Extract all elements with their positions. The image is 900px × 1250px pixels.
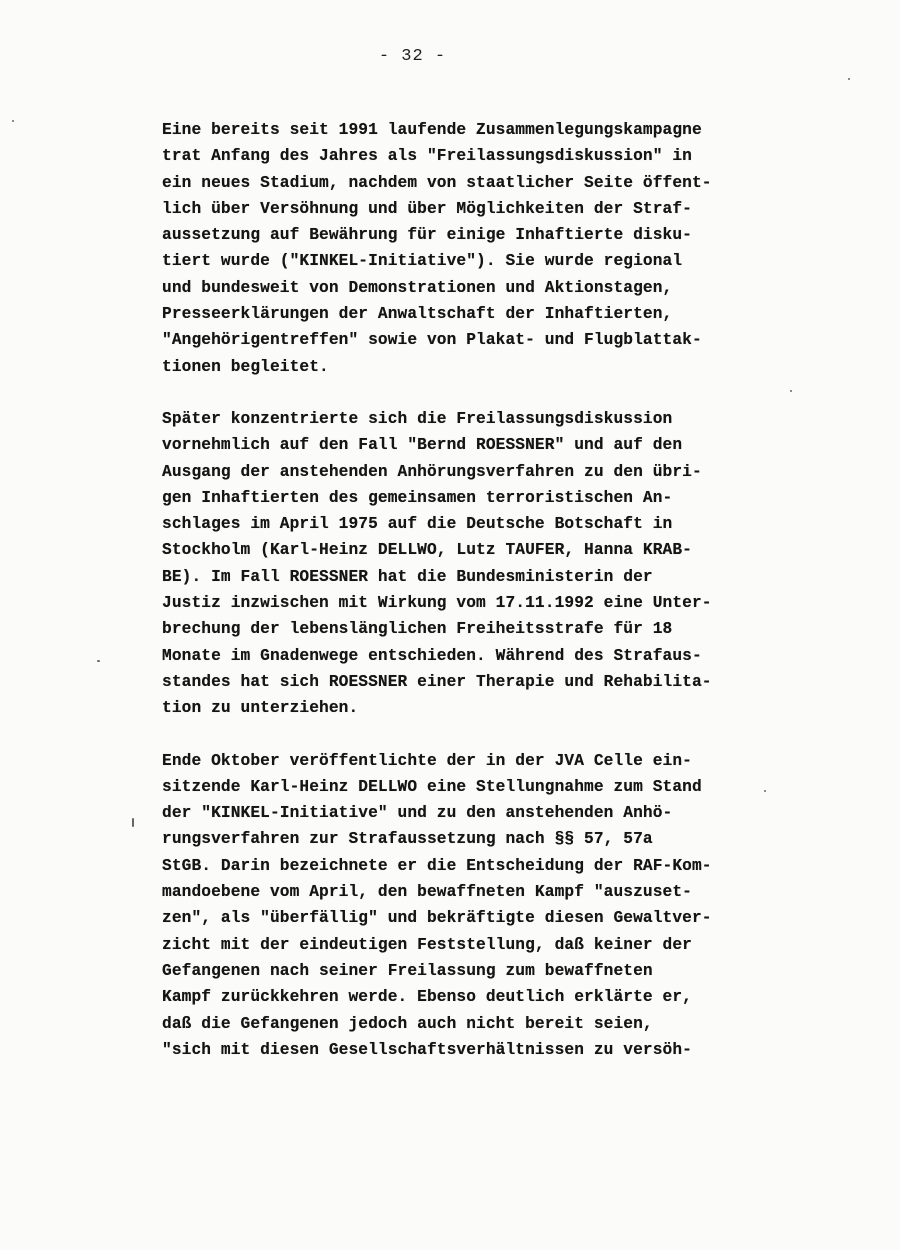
text-line: mandoebene vom April, den bewaffneten Kampf "auszuset- <box>162 883 692 902</box>
text-line: Gefangenen nach seiner Freilassung zum bewaffneten <box>162 961 653 980</box>
text-line: BE). Im Fall ROESSNER hat die Bundesministerin der <box>162 567 653 586</box>
scan-speck <box>790 390 792 392</box>
text-line: Kampf zurückkehren werde. Ebenso deutlich erklärte er, <box>162 988 692 1007</box>
text-line: tiert wurde ("KINKEL-Initiative"). Sie wurde regional <box>162 252 683 271</box>
paragraph-3 <box>162 748 802 1064</box>
text-line: tion zu unterziehen. <box>162 699 359 718</box>
text-line: StGB. Darin bezeichnete er die Entscheidung der RAF-Kom- <box>162 856 712 875</box>
text-line: Ausgang der anstehenden Anhörungsverfahren zu den übri- <box>162 462 702 481</box>
text-line: zen", als "überfällig" und bekräftigte diesen Gewaltver- <box>162 909 712 928</box>
text-line: Ende Oktober veröffentlichte der in der JVA Celle ein- <box>162 751 692 770</box>
text-line: lich über Versöhnung und über Möglichkeiten der Straf- <box>162 199 692 218</box>
paragraph-2 <box>162 406 802 722</box>
scan-speck <box>132 818 134 827</box>
page-number: - 32 - <box>378 47 447 66</box>
text-line: Justiz inzwischen mit Wirkung vom 17.11.1992 eine Unter- <box>162 594 712 613</box>
paragraph-1 <box>162 117 802 380</box>
text-line: sitzende Karl-Heinz DELLWO eine Stellungnahme zum Stand <box>162 777 702 796</box>
text-line: der "KINKEL-Initiative" und zu den anstehenden Anhö- <box>162 804 673 823</box>
text-line: ein neues Stadium, nachdem von staatlicher Seite öffent- <box>162 173 712 192</box>
text-line: Presseerklärungen der Anwaltschaft der Inhaftierten, <box>162 305 673 324</box>
text-line: trat Anfang des Jahres als "Freilassungsdiskussion" in <box>162 147 692 166</box>
scan-speck <box>97 660 100 662</box>
text-line: Später konzentrierte sich die Freilassungsdiskussion <box>162 409 673 428</box>
text-line: standes hat sich ROESSNER einer Therapie und Rehabilita- <box>162 672 712 691</box>
scan-speck <box>848 78 850 80</box>
text-line: und bundesweit von Demonstrationen und Aktionstagen, <box>162 278 673 297</box>
text-line: Eine bereits seit 1991 laufende Zusammenlegungskampagne <box>162 121 702 139</box>
text-line: vornehmlich auf den Fall "Bernd ROESSNER" und auf den <box>162 436 683 455</box>
scan-speck <box>12 120 14 122</box>
text-line: daß die Gefangenen jedoch auch nicht bereit seien, <box>162 1014 653 1033</box>
text-line: brechung der lebenslänglichen Freiheitsstrafe für 18 <box>162 620 673 639</box>
text-line: gen Inhaftierten des gemeinsamen terroristischen An- <box>162 488 673 507</box>
text-line: rungsverfahren zur Strafaussetzung nach §§ 57, 57a <box>162 830 653 849</box>
text-line: zicht mit der eindeutigen Feststellung, daß keiner der <box>162 935 692 954</box>
text-line: schlages im April 1975 auf die Deutsche Botschaft in <box>162 515 673 534</box>
text-line: aussetzung auf Bewährung für einige Inhaftierte disku- <box>162 226 692 245</box>
text-line: Stockholm (Karl-Heinz DELLWO, Lutz TAUFER, Hanna KRAB- <box>162 541 692 560</box>
text-line: tionen begleitet. <box>162 357 329 376</box>
scan-speck <box>764 790 766 792</box>
text-line: "Angehörigentreffen" sowie von Plakat- und Flugblattak- <box>162 331 702 350</box>
body-text <box>162 117 802 1089</box>
text-line: "sich mit diesen Gesellschaftsverhältnissen zu versöh- <box>162 1040 692 1059</box>
text-line: Monate im Gnadenwege entschieden. Während des Strafaus- <box>162 646 702 665</box>
